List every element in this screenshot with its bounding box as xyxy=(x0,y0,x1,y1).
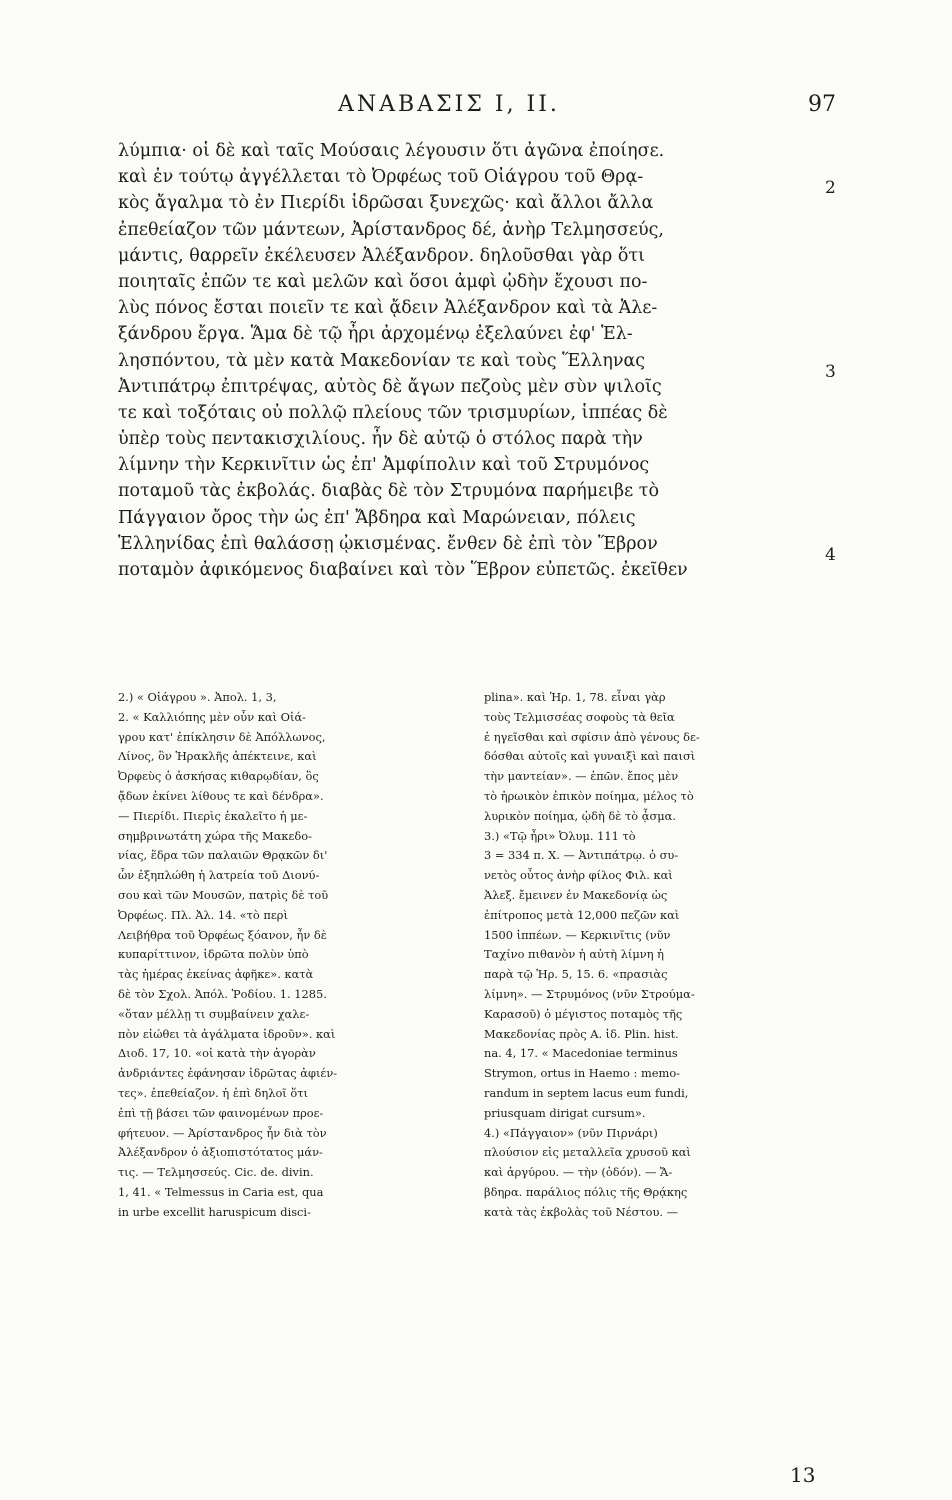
footnote-line: λυρικὸν ποίημα, ᾠδὴ δὲ τὸ ᾆσμα. xyxy=(484,808,676,823)
text-line: λίμνην τὴν Κερκινῖτιν ὡς ἐπ' Ἀμφίπολιν καὶ τοῦ Στρυμόνος xyxy=(118,455,650,476)
footnote-line: σου καὶ τῶν Μουσῶν, πατρὶς δὲ τοῦ xyxy=(118,887,329,902)
footnote-line: in urbe excellit haruspicum disci- xyxy=(118,1204,311,1219)
text-line: ὑπὲρ τοὺς πεντακισχιλίους. ἦν δὲ αὐτῷ ὁ στόλος παρὰ τὴν xyxy=(118,429,643,450)
footnote-line: Ὀρφέως. Πλ. Ἀλ. 14. «τὸ περὶ xyxy=(118,907,288,922)
footnote-line: τοὺς Τελμισσέας σοφοὺς τὰ θεῖα xyxy=(484,709,675,724)
footnote-line: ἐπὶ τῇ βάσει τῶν φαινομένων προε- xyxy=(118,1105,324,1120)
page-header xyxy=(118,92,836,126)
text-line: Ἀντιπάτρῳ ἐπιτρέψας, αὐτὸς δὲ ἄγων πεζοὺς μὲν σὺν ψιλοῖς xyxy=(118,376,662,397)
footnote-line: Λίνος, ὃν Ἡρακλῆς ἀπέκτεινε, καὶ xyxy=(118,749,317,764)
footnote-line: Strymon, ortus in Haemo : memo- xyxy=(484,1066,681,1081)
footnote-line: τες». ἐπεθείαζον. ἡ ἐπὶ δηλοῖ ὅτι xyxy=(118,1085,309,1100)
footnote-line: φήτευον. — Ἀρίστανδρος ἦν διὰ τὸν xyxy=(118,1125,327,1140)
footnote-line: ἐπίτροπος μετὰ 12,000 πεζῶν καὶ xyxy=(484,907,680,922)
text-line: λὺς πόνος ἔσται ποιεῖν τε καὶ ᾄδειν Ἀλέξανδρον καὶ τὰ Ἀλε- xyxy=(118,298,658,319)
text-line: Ἑλληνίδας ἐπὶ θαλάσσῃ ᾠκισμένας. ἔνθεν δὲ ἐπὶ τὸν Ἕβρον xyxy=(118,533,658,554)
footnote-line: κατὰ τὰς ἐκβολὰς τοῦ Νέστου. — xyxy=(484,1204,679,1219)
footnote-line: νετὸς οὗτος ἀνὴρ φίλος Φιλ. καὶ xyxy=(484,868,673,883)
text-line: ποταμοῦ τὰς ἐκβολάς. διαβὰς δὲ τὸν Στρυμόνα παρήμειβε τὸ xyxy=(118,481,660,502)
footnote-line: Ταχίνο πιθανὸν ἡ αὐτὴ λίμνη ἡ xyxy=(484,947,664,962)
footnote-line: na. 4, 17. « Macedoniae terminus xyxy=(484,1046,678,1061)
footnote-line: Ὀρφεὺς ὁ ἀσκήσας κιθαρῳδίαν, ὃς xyxy=(118,769,319,784)
footnote-line: ἀνδριάντες ἐφάνησαν ἱδρῶτας ἀφιέν- xyxy=(118,1066,338,1081)
footnote-line: λίμνη». — Στρυμόνος (νῦν Στρούμα- xyxy=(484,986,695,1001)
footnote-line: τὴν μαντείαν». — ἐπῶν. ἔπος μὲν xyxy=(484,769,679,784)
text-line: λησπόντου, τὰ μὲν κατὰ Μακεδονίαν τε καὶ τοὺς Ἕλληνας xyxy=(118,350,646,371)
footnote-line: δὲ τὸν Σχολ. Ἀπόλ. Ῥοδίου. 1. 1285. xyxy=(118,986,327,1001)
margin-number: 3 xyxy=(825,362,836,382)
footnote-line: Διοδ. 17, 10. «οἱ κατὰ τὴν ἀγορὰν xyxy=(118,1046,316,1061)
footnote-line: ᾄδων ἐκίνει λίθους τε καὶ δένδρα». xyxy=(118,788,324,803)
footnote-line: ὧν ἐξηπλώθη ἡ λατρεία τοῦ Διονύ- xyxy=(118,868,320,883)
text-line: Πάγγαιον ὄρος τὴν ὡς ἐπ' Ἄβδηρα καὶ Μαρώνειαν, πόλεις xyxy=(118,507,636,528)
footnote-line: randum in septem lacus eum fundi, xyxy=(484,1085,689,1100)
main-text xyxy=(118,138,818,583)
text-line: ποταμὸν ἀφικόμενος διαβαίνει καὶ τὸν Ἕβρον εὐπετῶς. ἐκεῖθεν xyxy=(118,560,688,580)
running-title: ΑΝΑΒΑΣΙΣ Ι, ΙΙ. xyxy=(338,92,560,117)
text-line: τε καὶ τοξόταις οὐ πολλῷ πλείους τῶν τρισμυρίων, ἱππέας δὲ xyxy=(118,402,668,423)
text-line: ποιηταῖς ἐπῶν τε καὶ μελῶν καὶ ὅσοι ἀμφὶ ᾠδὴν ἔχουσι πο- xyxy=(118,271,648,292)
margin-number: 4 xyxy=(825,545,836,565)
footnote-line: 1, 41. « Telmessus in Caria est, qua xyxy=(118,1184,324,1199)
footnote-line: 1500 ἱππέων. — Κερκινῖτις (νῦν xyxy=(484,927,671,942)
footnote-line: 3.) «Τῷ ἦρι» Ὀλυμ. 111 τὸ xyxy=(484,828,636,843)
footnote-line: 3 = 334 π. Χ. — Ἀντιπάτρῳ. ὁ συ- xyxy=(484,848,679,863)
footnote-line: 4.) «Πάγγαιον» (νῦν Πιρνάρι) xyxy=(484,1125,658,1140)
footnote-line: τὸ ἡρωικὸν ἐπικὸν ποίημα, μέλος τὸ xyxy=(484,788,694,803)
footnote-line: Μακεδονίας πρὸς Α. ἰδ. Plin. hist. xyxy=(484,1026,679,1041)
text-line: ἐπεθείαζον τῶν μάντεων, Ἀρίστανδρος δέ, ἀνὴρ Τελμησσεύς, xyxy=(118,219,664,240)
footnote-line: τὰς ἡμέρας ἐκείνας ἀφῆκε». κατὰ xyxy=(118,967,314,982)
text-line: κὸς ἄγαλμα τὸ ἐν Πιερίδι ἱδρῶσαι ξυνεχῶς· καὶ ἄλλοι ἄλλα xyxy=(118,193,654,214)
footnotes-left-column xyxy=(118,688,473,1223)
footnote-line: Ἀλεξ. ἔμεινεν ἐν Μακεδονίᾳ ὡς xyxy=(484,887,668,902)
footnote-line: Λειβήθρα τοῦ Ὀρφέως ξόανον, ἦν δὲ xyxy=(118,927,327,942)
margin-number: 2 xyxy=(825,178,836,198)
footnote-line: βδηρα. παράλιος πόλις τῆς Θρᾴκης xyxy=(484,1184,688,1199)
footnote-line: 2. « Καλλιόπης μὲν οὖν καὶ Οἰά- xyxy=(118,709,306,724)
footnote-line: νίας, ἕδρα τῶν παλαιῶν Θρᾳκῶν δι' xyxy=(118,848,328,863)
footnotes-right-column xyxy=(484,688,824,1223)
text-line: μάντις, θαρρεῖν ἐκέλευσεν Ἀλέξανδρον. δηλοῦσθαι γὰρ ὅτι xyxy=(118,245,645,266)
text-line: ξάνδρου ἔργα. Ἅμα δὲ τῷ ἦρι ἀρχομένῳ ἐξελαύνει ἐφ' Ἑλ- xyxy=(118,324,633,345)
footnote-line: παρὰ τῷ Ἡρ. 5, 15. 6. «πρασιὰς xyxy=(484,967,668,982)
footnote-line: κυπαρίττινον, ἱδρῶτα πολὺν ὑπὸ xyxy=(118,947,309,962)
footnote-line: τις. — Τελμησσεύς. Cic. de. divin. xyxy=(118,1165,314,1180)
footnote-line: σημβρινωτάτη χώρα τῆς Μακεδο- xyxy=(118,828,312,843)
footnote-line: πλούσιον εἰς μεταλλεῖα χρυσοῦ καὶ xyxy=(484,1145,691,1160)
text-line: καὶ ἐν τούτῳ ἀγγέλλεται τὸ Ὀρφέως τοῦ Οἰάγρου τοῦ Θρᾳ- xyxy=(118,167,644,188)
footnote-line: priusquam dirigat cursum». xyxy=(484,1105,646,1120)
footnote-line: plina». καὶ Ἡρ. 1, 78. εἶναι γὰρ xyxy=(484,690,666,704)
page-number: 97 xyxy=(808,92,836,117)
footnote-line: καὶ ἀργύρου. — τὴν (ὁδόν). — Ἄ- xyxy=(484,1165,673,1180)
footnote-line: Καρασοῦ) ὁ μέγιστος ποταμὸς τῆς xyxy=(484,1006,683,1021)
footnote-line: «ὅταν μέλλῃ τι συμβαίνειν χαλε- xyxy=(118,1006,310,1021)
footnote-line: γρου κατ' ἐπίκλησιν δὲ Ἀπόλλωνος, xyxy=(118,729,326,744)
footnote-line: Ἀλέξανδρον ὁ ἀξιοπιστότατος μάν- xyxy=(118,1145,323,1160)
footnote-line: δόσθαι αὐτοῖς καὶ γυναιξὶ καὶ παισὶ xyxy=(484,749,696,764)
text-line: λύμπια· οἱ δὲ καὶ ταῖς Μούσαις λέγουσιν ὅτι ἀγῶνα ἐποίησε. xyxy=(118,141,665,161)
footnote-line: ἐ ηγεῖσθαι καὶ σφίσιν ἀπὸ γένους δε- xyxy=(484,729,700,744)
footnote-line: 2.) « Οἰάγρου ». Ἀπολ. 1, 3, xyxy=(118,690,277,704)
signature-mark: 13 xyxy=(790,1463,816,1487)
footnote-line: — Πιερίδι. Πιερὶς ἐκαλεῖτο ἡ με- xyxy=(118,808,308,823)
footnote-line: πὸν εἰώθει τὰ ἀγάλματα ἱδροῦν». καὶ xyxy=(118,1026,336,1041)
